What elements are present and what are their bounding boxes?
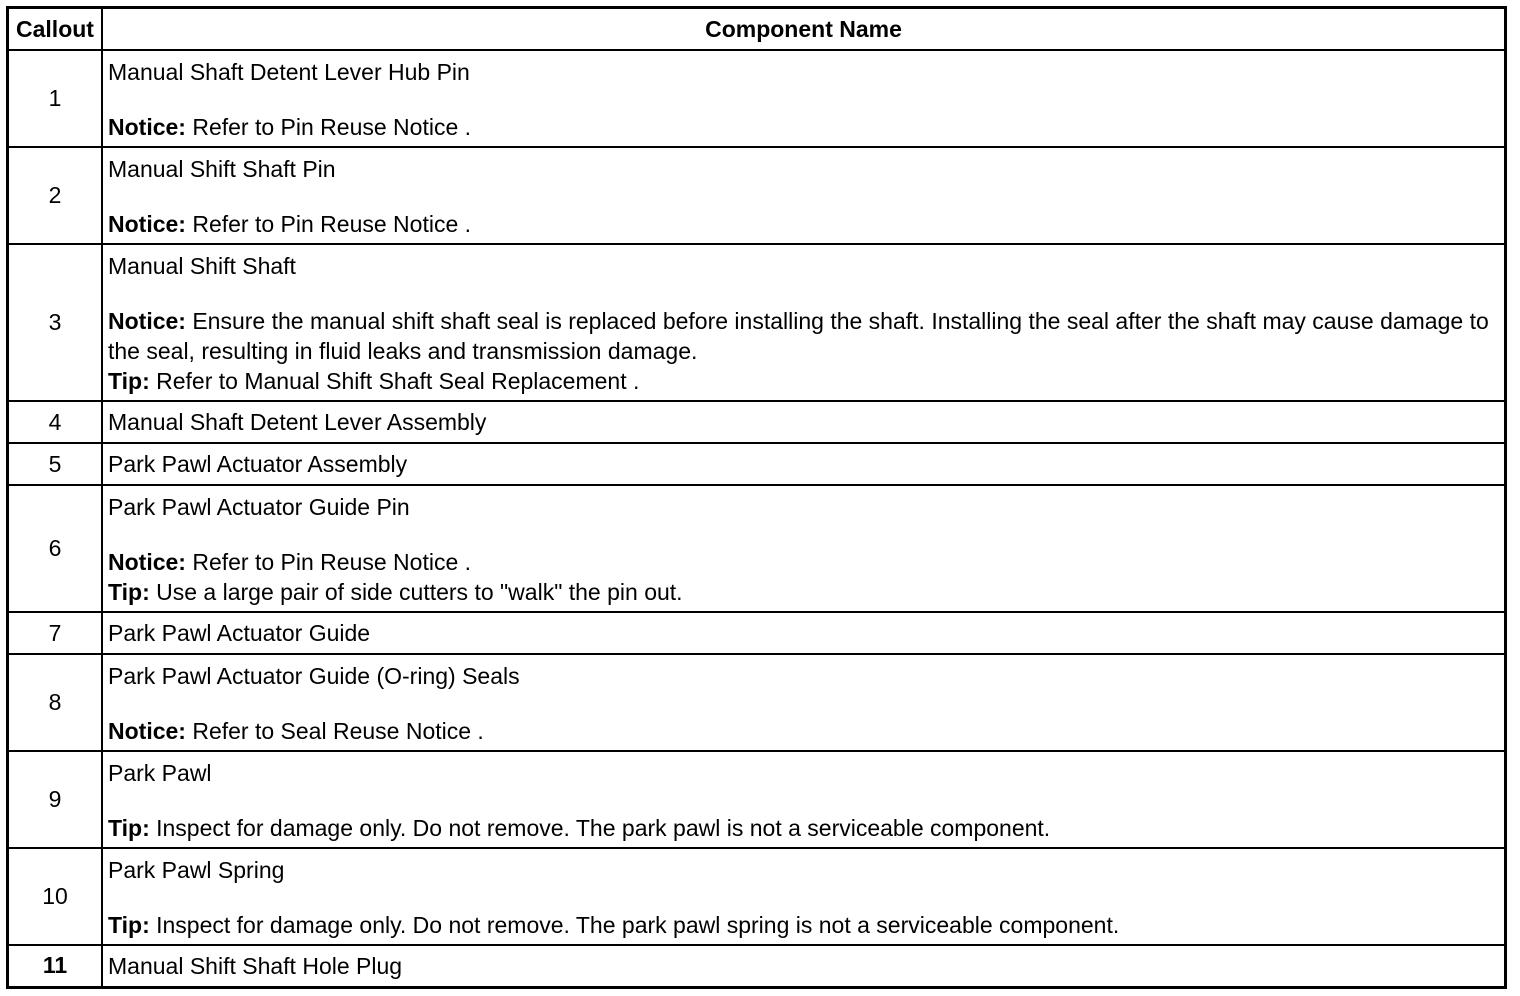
note-line bbox=[108, 209, 1504, 239]
callout-number: 8 bbox=[8, 654, 103, 751]
callout-number: 1 bbox=[8, 50, 103, 147]
note-text: Refer to Pin Reuse Notice . bbox=[185, 211, 472, 237]
component-name: Manual Shaft Detent Lever Assembly bbox=[102, 401, 1506, 443]
table-row bbox=[8, 485, 1506, 612]
note-label: Notice: bbox=[108, 718, 186, 744]
table-row bbox=[8, 244, 1506, 401]
table-row bbox=[8, 612, 1506, 654]
callout-number: 10 bbox=[8, 848, 103, 945]
component-name: Park Pawl Actuator Guide Pin bbox=[108, 494, 410, 520]
callout-number: 3 bbox=[8, 244, 103, 401]
tip-label: Tip: bbox=[108, 912, 150, 938]
component-name: Park Pawl Spring bbox=[108, 857, 285, 883]
header-row bbox=[8, 8, 1506, 51]
note-text: Ensure the manual shift shaft seal is replaced before installing the shaft. Installing the seal after the shaft may cause damage to the seal, resulting in fluid leaks and transmission damage. bbox=[108, 308, 1489, 364]
component-name: Park Pawl bbox=[108, 760, 212, 786]
table-row bbox=[8, 654, 1506, 751]
component-name: Manual Shift Shaft Pin bbox=[108, 156, 336, 182]
callout-number: 6 bbox=[8, 485, 103, 612]
callout-number: 5 bbox=[8, 443, 103, 485]
table-row bbox=[8, 147, 1506, 244]
note-label: Notice: bbox=[108, 114, 186, 140]
table-row bbox=[8, 945, 1506, 987]
tip-label: Tip: bbox=[108, 368, 150, 394]
component-table bbox=[6, 6, 1507, 989]
table-row bbox=[8, 401, 1506, 443]
tip-line bbox=[108, 366, 1504, 396]
callout-header: Callout bbox=[8, 8, 103, 51]
component-name: Manual Shaft Detent Lever Hub Pin bbox=[108, 59, 470, 85]
component-cell bbox=[102, 50, 1506, 147]
table-row bbox=[8, 751, 1506, 848]
note-line bbox=[108, 306, 1504, 366]
note-line bbox=[108, 716, 1504, 746]
tip-label: Tip: bbox=[108, 579, 150, 605]
tip-line bbox=[108, 577, 1504, 607]
callout-number: 11 bbox=[8, 945, 103, 987]
tip-label: Tip: bbox=[108, 815, 150, 841]
table-row bbox=[8, 848, 1506, 945]
tip-text: Use a large pair of side cutters to "walk" the pin out. bbox=[149, 579, 683, 605]
callout-number: 4 bbox=[8, 401, 103, 443]
component-name: Park Pawl Actuator Assembly bbox=[102, 443, 1506, 485]
component-name: Manual Shift Shaft Hole Plug bbox=[102, 945, 1506, 987]
note-text: Refer to Pin Reuse Notice . bbox=[185, 549, 472, 575]
component-cell bbox=[102, 485, 1506, 612]
callout-number: 9 bbox=[8, 751, 103, 848]
component-cell bbox=[102, 147, 1506, 244]
tip-text: Inspect for damage only. Do not remove. The park pawl is not a serviceable component. bbox=[149, 815, 1051, 841]
tip-text: Refer to Manual Shift Shaft Seal Replacement . bbox=[149, 368, 640, 394]
note-text: Refer to Pin Reuse Notice . bbox=[185, 114, 472, 140]
component-cell bbox=[102, 244, 1506, 401]
note-label: Notice: bbox=[108, 211, 186, 237]
component-name: Park Pawl Actuator Guide bbox=[102, 612, 1506, 654]
component-cell bbox=[102, 848, 1506, 945]
table-row bbox=[8, 50, 1506, 147]
note-line bbox=[108, 112, 1504, 142]
table-row bbox=[8, 443, 1506, 485]
component-name: Park Pawl Actuator Guide (O-ring) Seals bbox=[108, 663, 520, 689]
component-cell bbox=[102, 654, 1506, 751]
tip-line bbox=[108, 910, 1504, 940]
note-line bbox=[108, 547, 1504, 577]
note-label: Notice: bbox=[108, 549, 186, 575]
callout-number: 2 bbox=[8, 147, 103, 244]
component-cell bbox=[102, 751, 1506, 848]
note-text: Refer to Seal Reuse Notice . bbox=[185, 718, 484, 744]
component-name-header: Component Name bbox=[102, 8, 1506, 51]
note-label: Notice: bbox=[108, 308, 186, 334]
tip-text: Inspect for damage only. Do not remove. The park pawl spring is not a serviceable component. bbox=[149, 912, 1120, 938]
callout-number: 7 bbox=[8, 612, 103, 654]
tip-line bbox=[108, 813, 1504, 843]
component-name: Manual Shift Shaft bbox=[108, 253, 296, 279]
